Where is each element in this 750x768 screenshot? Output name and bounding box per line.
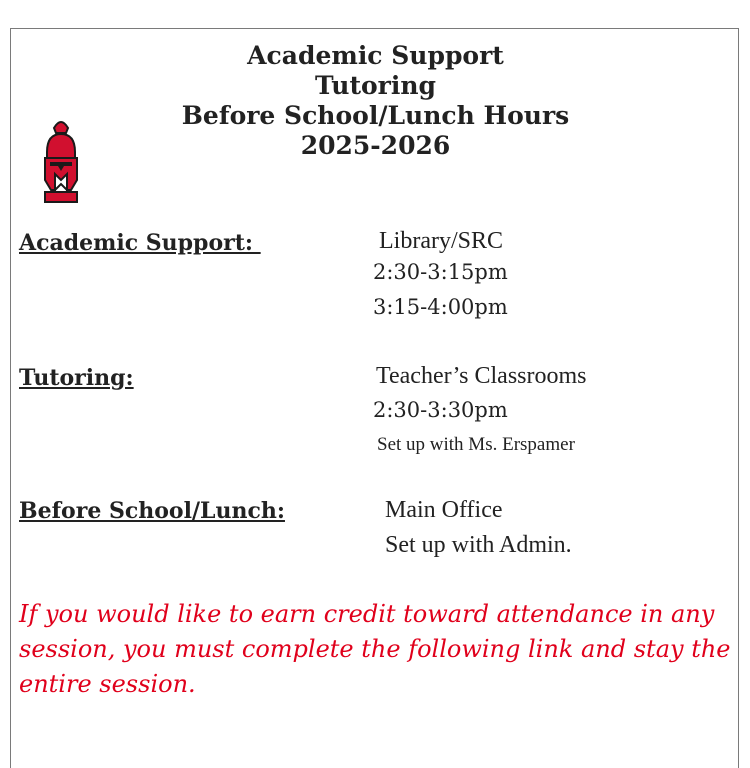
tutoring-time: 2:30-3:30pm: [373, 398, 508, 422]
spartan-helmet-icon: [41, 118, 81, 207]
title-line-academic-support: Academic Support: [247, 41, 504, 70]
attendance-credit-notice: If you would like to earn credit toward attendance in any session, you must complete the following link and stay the entire session.: [19, 600, 731, 698]
academic-support-time-2: 3:15-4:00pm: [373, 295, 508, 319]
title-line-hours: Before School/Lunch Hours: [181, 101, 570, 130]
academic-support-location: Library/SRC: [379, 228, 503, 254]
flyer-title: [11, 41, 740, 161]
academic-support-time-1: 2:30-3:15pm: [373, 260, 508, 284]
before-school-label: Before School/Lunch:: [19, 498, 285, 524]
before-school-note: Set up with Admin.: [385, 532, 572, 558]
title-line-year: 2025-2026: [300, 131, 451, 160]
academic-support-label: Academic Support:: [19, 230, 261, 256]
tutoring-location: Teacher’s Classrooms: [376, 363, 587, 389]
tutoring-note: Set up with Ms. Erspamer: [377, 434, 575, 455]
before-school-location: Main Office: [385, 497, 503, 523]
tutoring-label: Tutoring:: [19, 365, 134, 391]
flyer: [10, 28, 739, 768]
title-line-tutoring: Tutoring: [314, 71, 437, 100]
